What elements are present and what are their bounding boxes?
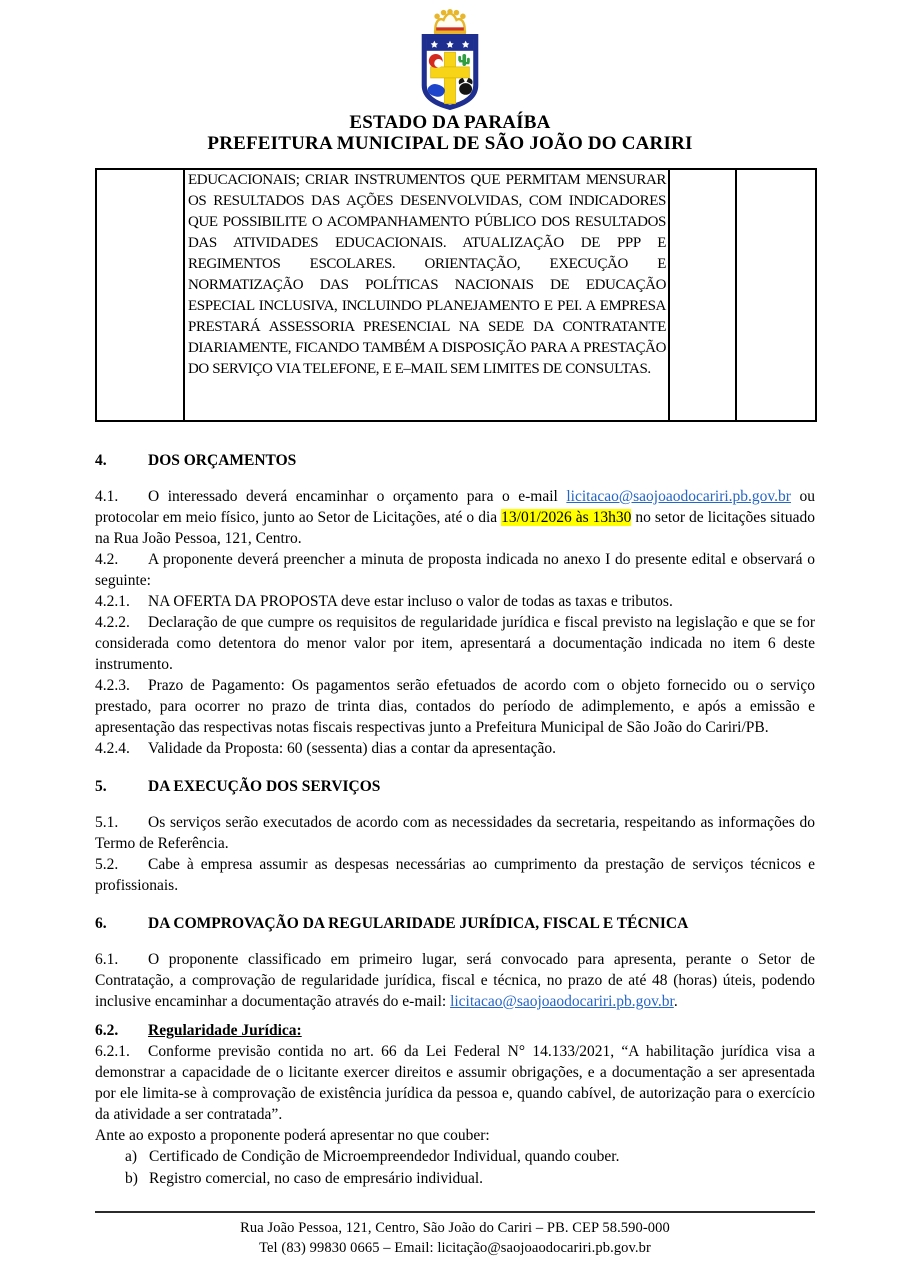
section-4-heading (95, 450, 815, 471)
paragraph-5-1 (95, 812, 815, 854)
p61-text-post: . (673, 993, 678, 1010)
item-number: 6.2.1. (95, 1043, 130, 1060)
item-number: 4.1. (95, 488, 119, 505)
section-number: 5. (95, 778, 107, 795)
p51-text: Os serviços serão executados de acordo com as necessidades da secretaria, respeitando as informações do Termo de Referência. (95, 814, 815, 852)
municipal-coat-of-arms-icon (404, 8, 496, 112)
p41-text-mid: ou protocolar em meio físico, junto ao Setor de Licitações, até o dia (95, 488, 815, 526)
section-number: 6. (95, 915, 107, 932)
p421-text: NA OFERTA DA PROPOSTA deve estar incluso o valor de todas as taxas e tributos. (148, 593, 673, 610)
table-cell-description: EDUCACIONAIS; CRIAR INSTRUMENTOS QUE PERMITAM MENSURAR OS RESULTADOS DAS AÇÕES DESENVOLVIDAS, COM INDICADORES QUE POSSIBILITE O ACOMPANHAMENTO PÚBLICO DOS RESULTADOS DAS ATIVIDADES EDUCACIONAIS. ATUALIZAÇÃO DE PPP E REGIMENTOS ESCOLARES. ORIENTAÇÃO, EXECUÇÃO E NORMATIZAÇÃO DAS POLÍTICAS NACIONAIS DE EDUCAÇÃO ESPECIAL INCLUSIVA, INCLUINDO PLANEJAMENTO E PEI. A EMPRESA PRESTARÁ ASSESSORIA PRESENCIAL NA SEDE DA CONTRATANTE DIARIAMENTE, FICANDO TAMBÉM A DISPOSIÇÃO PARA A PRESTAÇÃO DO SERVIÇO VIA TELEFONE, E E–MAIL SEM LIMITES DE CONSULTAS. (184, 169, 669, 421)
p41-text-post: no setor de licitações situado na Rua João Pessoa, 121, Centro. (95, 509, 815, 547)
section-title: DA EXECUÇÃO DOS SERVIÇOS (148, 778, 381, 795)
document-list (125, 1146, 815, 1189)
list-marker: b) (125, 1169, 138, 1187)
deadline-highlight: 13/01/2026 às 13h30 (501, 509, 632, 526)
p621-text: Conforme previsão contida no art. 66 da Lei Federal N° 14.133/2021, “A habilitação jurídica visa a demonstrar a capacidade de o licitante exercer direitos e assumir obrigações, e a documentação a ser apresentada por ele limita-se à comprovação de existência jurídica da pessoa e, quando cabível, de autorização para o exercício da atividade a ser contratada”. (95, 1043, 815, 1123)
page-footer (95, 1211, 815, 1258)
document-body (95, 450, 815, 1189)
item-number: 5.1. (95, 814, 119, 831)
paragraph-4-1 (95, 486, 815, 549)
table-cell-value (736, 169, 816, 421)
paragraph-6-1 (95, 949, 815, 1012)
object-description-table (95, 168, 817, 422)
table-cell-item (96, 169, 184, 421)
p42-text: A proponente deverá preencher a minuta de proposta indicada no anexo I do presente edital e observará o seguinte: (95, 551, 815, 589)
item-number: 4.2.2. (95, 614, 130, 631)
list-item-b (125, 1168, 815, 1190)
item-number: 4.2.1. (95, 593, 130, 610)
footer-address: Rua João Pessoa, 121, Centro, São João do Cariri – PB. CEP 58.590-000 (240, 1220, 670, 1236)
section-title: DOS ORÇAMENTOS (148, 452, 297, 469)
p424-text: Validade da Proposta: 60 (sessenta) dias a contar da apresentação. (148, 740, 557, 757)
paragraph-5-2 (95, 854, 815, 896)
p61-text-pre: O proponente classificado em primeiro lugar, será convocado para apresenta, perante o Setor de Contratação, a comprovação de regularidade jurídica, fiscal e técnica, no prazo de até 48 (horas) úteis, podendo inclusive encaminhar a documentação através do e-mail: (95, 951, 815, 1010)
paragraph-4-2-3 (95, 675, 815, 738)
email-link[interactable]: licitacao@saojoaodocariri.pb.gov.br (566, 488, 791, 505)
list-item-a (125, 1146, 815, 1168)
email-link[interactable]: licitacao@saojoaodocariri.pb.gov.br (450, 993, 674, 1010)
list-item-text: Certificado de Condição de Microempreendedor Individual, quando couber. (149, 1148, 620, 1165)
footer-contact: Tel (83) 99830 0665 – Email: licitação@saojoaodocariri.pb.gov.br (259, 1240, 651, 1256)
p52-text: Cabe à empresa assumir as despesas necessárias ao cumprimento da prestação de serviços técnicos e profissionais. (95, 856, 815, 894)
paragraph-4-2-1 (95, 591, 815, 612)
item-number: 4.2.3. (95, 677, 130, 694)
section-6-heading (95, 913, 815, 934)
section-number: 4. (95, 452, 107, 469)
header-state-title: ESTADO DA PARAÍBA (349, 112, 551, 133)
list-item-text: Registro comercial, no caso de empresário individual. (149, 1169, 484, 1187)
paragraph-4-2-4 (95, 738, 815, 759)
crest-crescent-icon (429, 54, 443, 68)
table-cell-qty (669, 169, 736, 421)
list-marker: a) (125, 1148, 138, 1165)
ante-exposto-line: Ante ao exposto a proponente poderá apresentar no que couber: (95, 1127, 490, 1144)
subsection-6-2-heading (95, 1020, 815, 1041)
section-title: DA COMPROVAÇÃO DA REGULARIDADE JURÍDICA, FISCAL E TÉCNICA (148, 915, 689, 932)
section-5-heading (95, 776, 815, 797)
item-number: 4.2.4. (95, 740, 130, 757)
document-header (0, 0, 900, 154)
subsection-title: Regularidade Jurídica: (148, 1022, 302, 1039)
crest-crown (434, 9, 466, 34)
table-row (96, 169, 816, 421)
item-number: 5.2. (95, 856, 119, 873)
item-number: 6.1. (95, 951, 119, 968)
item-number: 6.2. (95, 1022, 119, 1039)
item-number: 4.2. (95, 551, 119, 568)
paragraph-4-2-2 (95, 612, 815, 675)
p423-text: Prazo de Pagamento: Os pagamentos serão efetuados de acordo com o objeto fornecido ou o serviço prestado, para ocorrer no prazo de trinta dias, contados do período de adimplemento, e após a emissão e apresentação das respectivas notas fiscais respectivas junto a Prefeitura Municipal de São João do Cariri/PB. (95, 677, 815, 736)
paragraph-6-2-1 (95, 1041, 815, 1125)
paragraph-4-2 (95, 549, 815, 591)
p41-text-pre: O interessado deverá encaminhar o orçamento para o e-mail (148, 488, 567, 505)
crest-shield (424, 37, 476, 108)
header-municipality-title: PREFEITURA MUNICIPAL DE SÃO JOÃO DO CARIRI (207, 133, 693, 154)
p422-text: Declaração de que cumpre os requisitos de regularidade jurídica e fiscal previsto na legislação e que se for considerada como detentora do menor valor por item, apresentará a documentação indicada no item 6 deste instrumento. (95, 614, 815, 673)
